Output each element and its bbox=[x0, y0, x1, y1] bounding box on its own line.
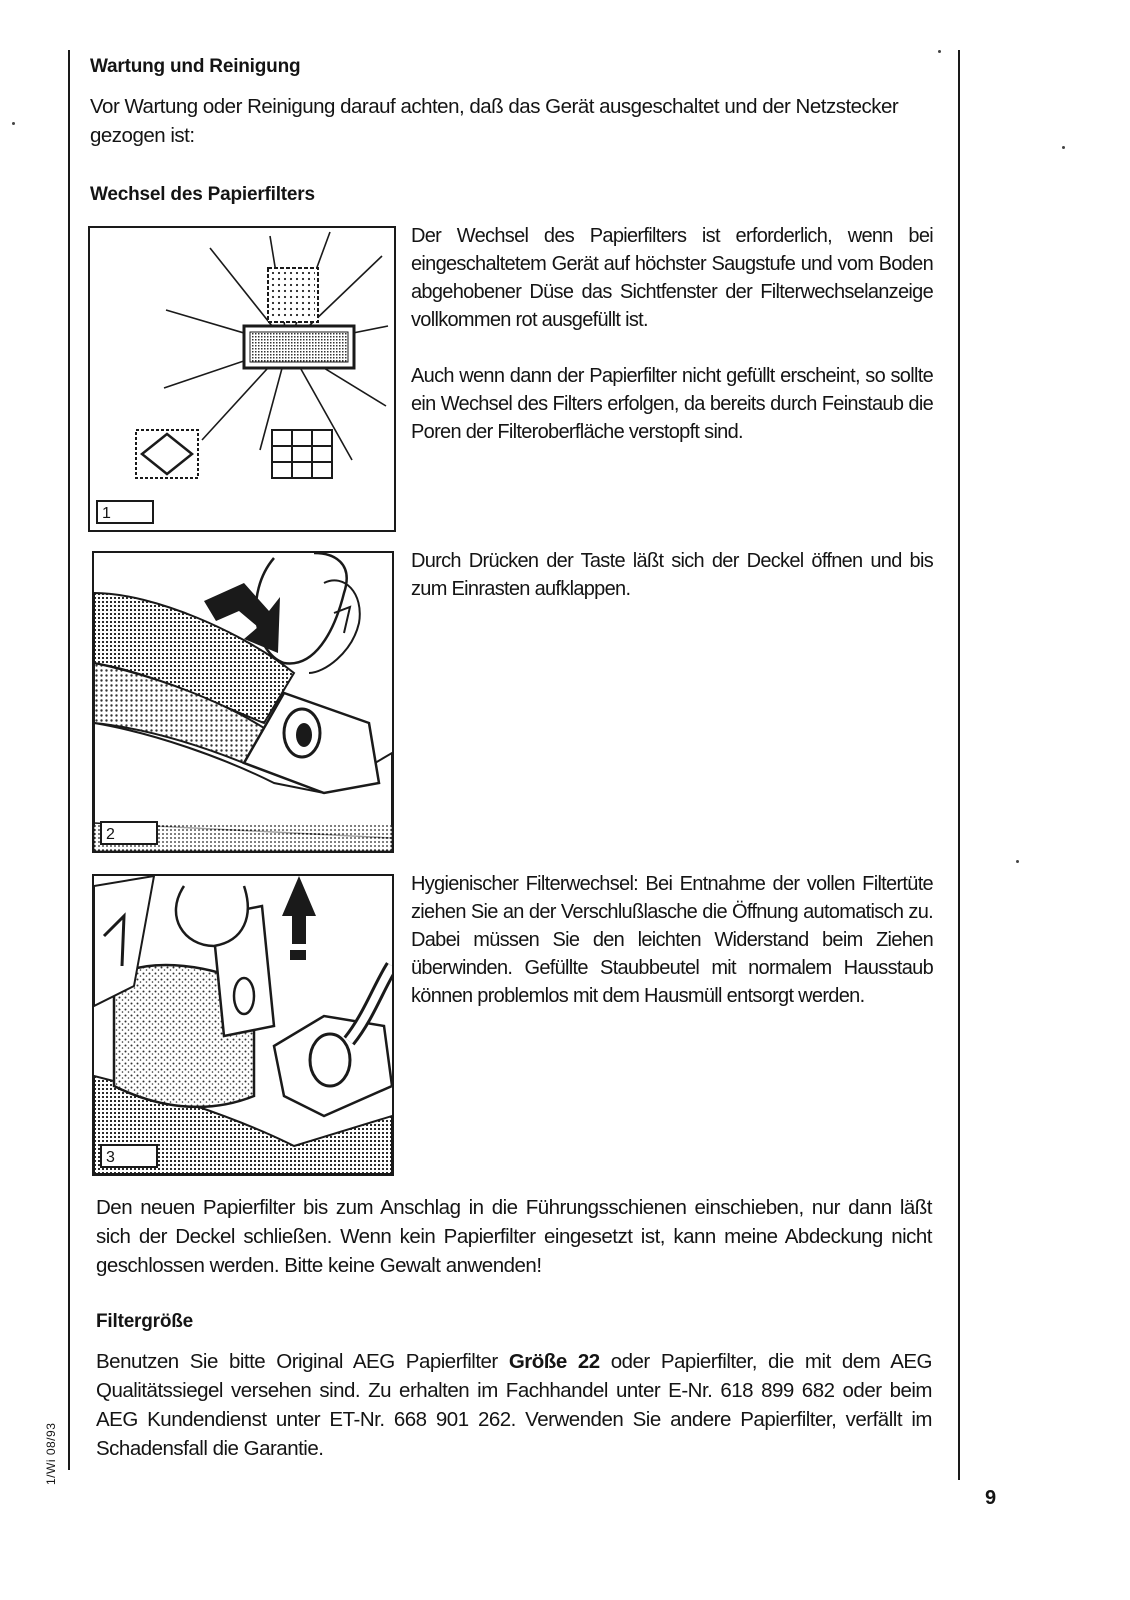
filter-change-paragraph-5: Den neuen Papierfilter bis zum Anschlag in die Führungsschienen einschieben, nur dann läßt sich der Deckel schließen. Wenn kein Papierfilter eingesetzt ist, kann meine Abdeckung nicht geschlossen werden. Bitte keine Gewalt anwenden! bbox=[96, 1196, 932, 1277]
filter-change-paragraph-4: Hygienischer Filterwechsel: Bei Entnahme der vollen Filtertüte ziehen Sie an der Verschlußlasche die Öffnung automatisch zu. Dabei müssen Sie den leichten Widerstand beim Ziehen überwinden. Gefüllte Staubbeutel mit normalem Hausstaub können problemlos mit dem Hausmüll entsorgt werden. bbox=[411, 873, 933, 1007]
filter-change-title: Wechsel des Papierfilters bbox=[90, 184, 315, 205]
filter-size-bold: Größe 22 bbox=[508, 1350, 600, 1373]
filter-size-title: Filtergröße bbox=[96, 1311, 194, 1332]
left-margin-rule bbox=[68, 50, 70, 1470]
filter-size-paragraph bbox=[96, 1347, 932, 1463]
scan-speck bbox=[1016, 860, 1019, 863]
section-title: Wartung und Reinigung bbox=[90, 56, 301, 77]
filter-indicator-illustration bbox=[90, 228, 394, 530]
scan-speck bbox=[938, 50, 941, 53]
open-lid-illustration bbox=[94, 553, 392, 851]
filter-change-paragraph-2: Auch wenn dann der Papierfilter nicht gefüllt erscheint, so sollte ein Wechsel des Filters erfolgen, da bereits durch Feinstaub die Poren der Filteroberfläche verstopft sind. bbox=[411, 365, 933, 443]
hygienic-filter-illustration bbox=[94, 876, 392, 1174]
document-code: 1/Wi 08/93 bbox=[44, 1422, 58, 1485]
intro-paragraph: Vor Wartung oder Reinigung darauf achten, daß das Gerät ausgeschaltet und der Netzstecker gezogen ist: bbox=[90, 95, 899, 147]
figure-3-hygienic-filter bbox=[92, 874, 394, 1176]
page-number: 9 bbox=[985, 1487, 997, 1509]
figure-1-filter-indicator bbox=[88, 226, 396, 532]
figure-1-label: 1 bbox=[96, 500, 154, 524]
filter-size-text-before: Benutzen Sie bitte Original AEG Papierfilter bbox=[96, 1350, 509, 1373]
figure-2-open-lid bbox=[92, 551, 394, 853]
scan-speck bbox=[1062, 146, 1065, 149]
filter-change-paragraph-1: Der Wechsel des Papierfilters ist erforderlich, wenn bei eingeschaltetem Gerät auf höchster Saugstufe und vom Boden abgehobener Düse das Sichtfenster der Filterwechselanzeige vollkommen rot ausgefüllt ist. bbox=[411, 225, 933, 331]
figure-2-label: 2 bbox=[100, 821, 158, 845]
filter-change-paragraph-3: Durch Drücken der Taste läßt sich der Deckel öffnen und bis zum Einrasten aufklappen. bbox=[411, 550, 933, 600]
filter-size-text-after: oder Papierfilter, die mit dem AEG Qualitätssiegel versehen sind. Zu erhalten im Fachhandel unter E-Nr. 618 899 682 oder beim AEG Kundendienst unter ET-Nr. 668 901 262. Verwenden Sie andere Papierfilter, verfällt im Schadensfall die Garantie. bbox=[96, 1350, 932, 1460]
figure-3-label: 3 bbox=[100, 1144, 158, 1168]
right-margin-rule bbox=[958, 50, 960, 1480]
scan-speck bbox=[12, 122, 15, 125]
